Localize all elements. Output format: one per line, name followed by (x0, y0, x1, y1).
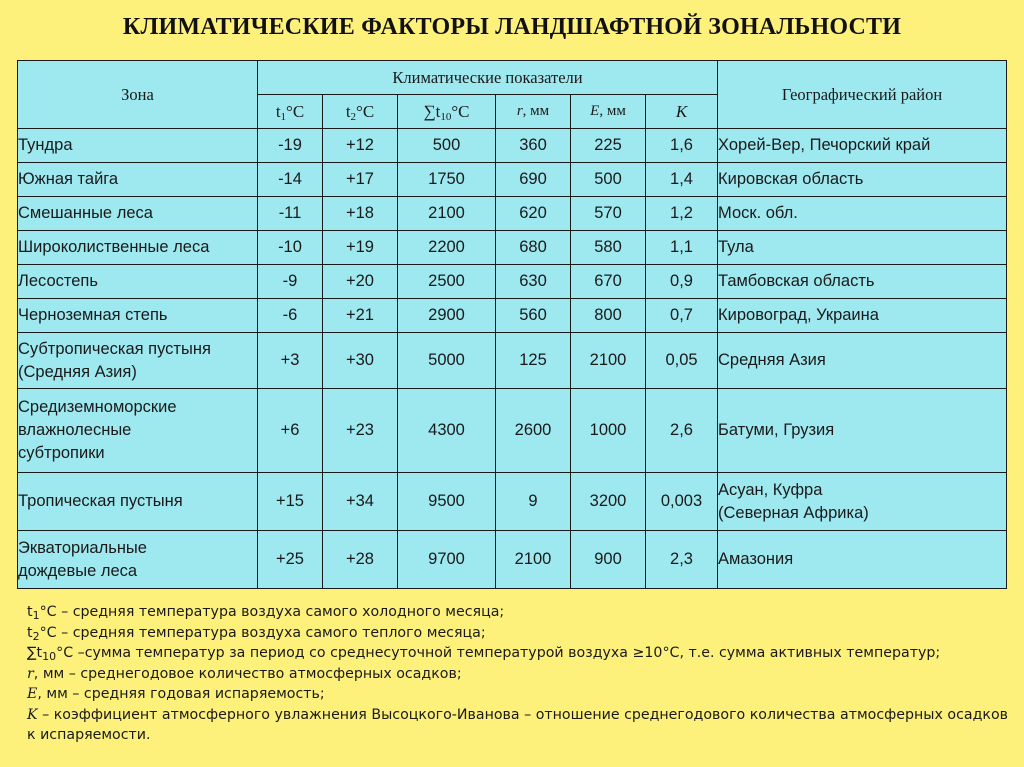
legend (27, 602, 1012, 746)
cell-region (718, 265, 1007, 299)
cell-t1: +6 (258, 389, 323, 473)
cell-e: 900 (571, 531, 646, 589)
table-row (18, 473, 1007, 531)
header-r: r, мм (496, 95, 571, 129)
legend-r: r, мм – среднегодовое количество атмосферных осадков; (27, 665, 462, 682)
table-row (18, 389, 1007, 473)
cell-region (718, 163, 1007, 197)
cell-r: 2100 (496, 531, 571, 589)
cell-zone (18, 389, 258, 473)
header-t2: $t_2^\circ C$ (323, 95, 398, 129)
cell-r: 9 (496, 473, 571, 531)
cell-t2: +20 (323, 265, 398, 299)
cell-zone (18, 231, 258, 265)
cell-sum: 2200 (398, 231, 496, 265)
table-row (18, 265, 1007, 299)
cell-t1: -10 (258, 231, 323, 265)
cell-e: 500 (571, 163, 646, 197)
region-line: Тамбовская область (718, 272, 875, 290)
region-line: Асуан, Куфра (718, 480, 823, 499)
cell-zone (18, 129, 258, 163)
cell-r: 2600 (496, 389, 571, 473)
cell-r: 620 (496, 197, 571, 231)
cell-r: 690 (496, 163, 571, 197)
cell-region (718, 473, 1007, 531)
zone-line: влажнолесные (18, 421, 132, 439)
legend-k: K – коэффициент атмосферного увлажнения Высоцкого-Иванова – отношение среднегодового количества атмосферных осадков к испаряемости. (27, 706, 1008, 743)
cell-region (718, 129, 1007, 163)
cell-sum: 2100 (398, 197, 496, 231)
cell-e: 800 (571, 299, 646, 333)
cell-t2: +34 (323, 473, 398, 531)
table-row (18, 531, 1007, 589)
cell-e: 570 (571, 197, 646, 231)
cell-t1: -9 (258, 265, 323, 299)
cell-zone (18, 265, 258, 299)
cell-t1: +15 (258, 473, 323, 531)
cell-t2: +28 (323, 531, 398, 589)
cell-e: 2100 (571, 333, 646, 389)
header-zone: Зона (18, 61, 258, 129)
cell-zone (18, 197, 258, 231)
region-line: Амазония (718, 550, 794, 568)
cell-region (718, 231, 1007, 265)
header-region: Географический район (718, 61, 1007, 129)
cell-k: 2,3 (646, 531, 718, 589)
cell-k: 0,9 (646, 265, 718, 299)
region-line: Средняя Азия (718, 351, 826, 369)
legend-t1: $t_1^\circ C$ – средняя температура воздуха самого холодного месяца; (27, 604, 505, 622)
cell-t2: +19 (323, 231, 398, 265)
cell-t2: +23 (323, 389, 398, 473)
cell-zone (18, 531, 258, 589)
cell-k: 0,7 (646, 299, 718, 333)
cell-e: 1000 (571, 389, 646, 473)
cell-k: 1,4 (646, 163, 718, 197)
cell-e: 225 (571, 129, 646, 163)
zone-line: дождевые леса (18, 561, 138, 580)
region-line: Моск. обл. (718, 204, 798, 222)
zone-line: Лесостепь (18, 272, 98, 290)
zone-line: Тундра (18, 136, 73, 154)
zone-line: Тропическая пустыня (18, 492, 183, 510)
cell-sum: 5000 (398, 333, 496, 389)
zone-line: Южная тайга (18, 170, 119, 188)
cell-k: 0,003 (646, 473, 718, 531)
cell-k: 0,05 (646, 333, 718, 389)
legend-e: E, мм – средняя годовая испаряемость; (27, 686, 325, 702)
region-line: Тула (718, 238, 754, 256)
zone-line: Средиземноморские (18, 398, 177, 416)
legend-t2: $t_2^\circ C$ – средняя температура воздуха самого теплого месяца; (27, 624, 486, 643)
cell-t2: +21 (323, 299, 398, 333)
cell-region (718, 333, 1007, 389)
region-line: Кировоград, Украина (718, 306, 879, 324)
cell-k: 2,6 (646, 389, 718, 473)
header-climate-indicators: Климатические показатели (258, 61, 718, 95)
zone-line: Широколиственные леса (18, 238, 210, 256)
cell-k: 1,1 (646, 231, 718, 265)
cell-zone (18, 163, 258, 197)
cell-sum: 9700 (398, 531, 496, 589)
region-line: Кировская область (718, 170, 864, 188)
cell-zone (18, 473, 258, 531)
page-title: КЛИМАТИЧЕСКИЕ ФАКТОРЫ ЛАНДШАФТНОЙ ЗОНАЛЬНОСТИ (122, 14, 902, 40)
header-sum-t10: $\sum t_{10}^\circ C$ (398, 95, 496, 129)
header-e: E, мм (571, 95, 646, 129)
cell-r: 680 (496, 231, 571, 265)
cell-e: 3200 (571, 473, 646, 531)
cell-t2: +17 (323, 163, 398, 197)
cell-k: 1,2 (646, 197, 718, 231)
table-row (18, 163, 1007, 197)
cell-r: 360 (496, 129, 571, 163)
zone-line: (Средняя Азия) (18, 362, 137, 381)
table-row (18, 197, 1007, 231)
cell-e: 670 (571, 265, 646, 299)
cell-e: 580 (571, 231, 646, 265)
zone-line: Смешанные леса (18, 204, 153, 222)
legend-sum: $\sum t_{10}^\circ C$ –сумма температур за период со среднесуточной температурой воздуха ≥10°C, т.е. сумма активных температур; (27, 645, 941, 663)
cell-r: 630 (496, 265, 571, 299)
cell-t1: -11 (258, 197, 323, 231)
zone-line: Субтропическая пустыня (18, 339, 211, 358)
table-row (18, 333, 1007, 389)
cell-k: 1,6 (646, 129, 718, 163)
cell-region (718, 299, 1007, 333)
cell-sum: 500 (398, 129, 496, 163)
cell-t1: -19 (258, 129, 323, 163)
cell-t2: +18 (323, 197, 398, 231)
table-row (18, 299, 1007, 333)
region-line: (Северная Африка) (718, 503, 869, 522)
cell-sum: 9500 (398, 473, 496, 531)
cell-sum: 4300 (398, 389, 496, 473)
table-row (18, 231, 1007, 265)
header-t1: $t_1^\circ C$ (258, 95, 323, 129)
region-line: Батуми, Грузия (718, 421, 835, 439)
cell-t1: +25 (258, 531, 323, 589)
header-k: K (646, 95, 718, 129)
cell-r: 125 (496, 333, 571, 389)
cell-region (718, 197, 1007, 231)
zone-line: Экваториальные (18, 538, 147, 557)
cell-region (718, 389, 1007, 473)
zone-line: субтропики (18, 444, 105, 462)
cell-sum: 2900 (398, 299, 496, 333)
zone-line: Черноземная степь (18, 306, 168, 324)
cell-t2: +12 (323, 129, 398, 163)
region-line: Хорей-Вер, Печорский край (718, 136, 931, 154)
cell-zone (18, 299, 258, 333)
table-row (18, 129, 1007, 163)
cell-zone (18, 333, 258, 389)
cell-t1: +3 (258, 333, 323, 389)
cell-t1: -6 (258, 299, 323, 333)
cell-sum: 2500 (398, 265, 496, 299)
climate-table (17, 60, 1007, 589)
cell-r: 560 (496, 299, 571, 333)
cell-region (718, 531, 1007, 589)
cell-sum: 1750 (398, 163, 496, 197)
cell-t1: -14 (258, 163, 323, 197)
cell-t2: +30 (323, 333, 398, 389)
